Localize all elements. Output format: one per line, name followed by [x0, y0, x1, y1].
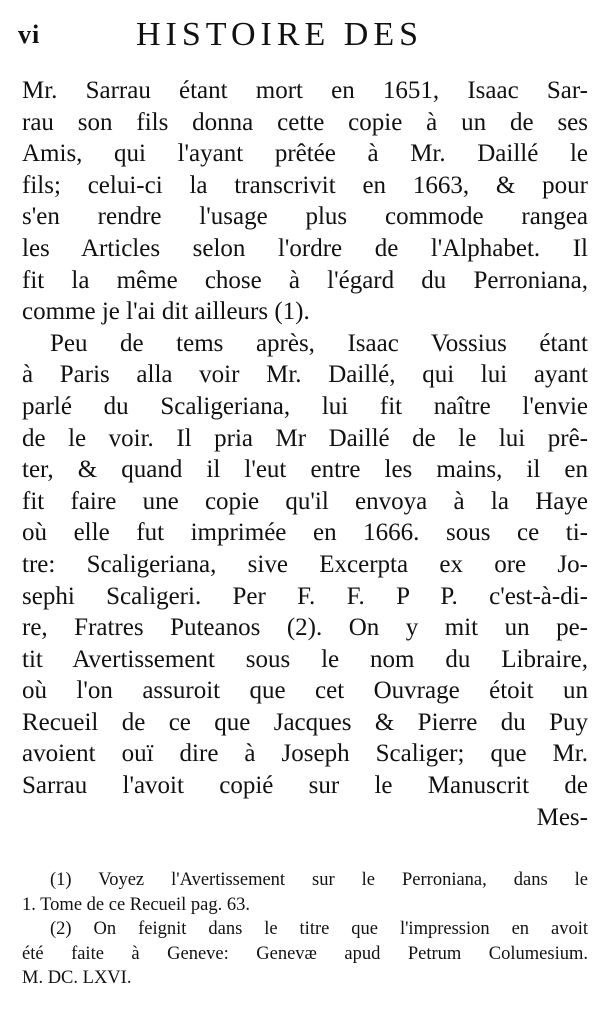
text-line: les Articles selon l'ordre de l'Alphabet. Il — [22, 234, 588, 262]
text-line: fit la même chose à l'égard du Perroniana, — [22, 266, 588, 294]
footnote-line: (1) Voyez l'Avertissement sur le Perroniana, dans le — [50, 870, 588, 890]
text-line: Sarrau l'avoit copié sur le Manuscrit de — [22, 772, 588, 800]
footnote-line: été faite à Geneve: Genevæ apud Petrum Columesium. — [22, 943, 588, 964]
text-line: avoient ouï dire à Joseph Scaliger; que Mr. — [22, 740, 588, 768]
page-number: vi — [18, 20, 41, 49]
text-line: comme je l'ai dit ailleurs (1). — [22, 298, 310, 326]
text-line: rau son fils donna cette copie à un de ses — [22, 108, 588, 136]
body-text — [22, 75, 588, 833]
page-header — [18, 14, 588, 54]
text-line: ter, & quand il l'eut entre les mains, il en — [22, 456, 588, 484]
text-line: Peu de tems après, Isaac Vossius étant — [50, 329, 588, 357]
text-line: à Paris alla voir Mr. Daillé, qui lui ayant — [22, 361, 588, 389]
catchword: Mes- — [536, 803, 588, 831]
text-line: tre: Scaligeriana, sive Excerpta ex ore Jo- — [22, 550, 588, 578]
text-line: fils; celui-ci la transcrivit en 1663, & pour — [22, 171, 588, 199]
text-line: tit Avertissement sous le nom du Libraire, — [22, 645, 588, 673]
text-line: Mr. Sarrau étant mort en 1651, Isaac Sar- — [22, 77, 588, 104]
text-line: sephi Scaligeri. Per F. F. P P. c'est-à-di- — [22, 582, 588, 610]
footnotes — [22, 868, 588, 991]
text-line: Recueil de ce que Jacques & Pierre du Puy — [22, 708, 588, 736]
footnote-line: M. DC. LXVI. — [22, 968, 132, 988]
text-line: fit faire une copie qu'il envoya à la Haye — [22, 487, 588, 515]
text-line: parlé du Scaligeriana, lui fit naître l'envie — [22, 392, 588, 420]
text-line: où elle fut imprimée en 1666. sous ce ti- — [22, 519, 588, 547]
footnote-line: (2) On feignit dans le titre que l'impression en avoit — [50, 919, 588, 939]
text-line: Amis, qui l'ayant prêtée à Mr. Daillé le — [22, 140, 588, 168]
text-line: de le voir. Il pria Mr Daillé de le lui prê- — [22, 424, 588, 452]
running-head: HISTOIRE DES — [136, 16, 423, 53]
text-line: où l'on assuroit que cet Ouvrage étoit un — [22, 677, 588, 705]
text-line: re, Fratres Puteanos (2). On y mit un pe- — [22, 614, 588, 642]
text-line: s'en rendre l'usage plus commode rangea — [22, 203, 588, 231]
footnote-line: 1. Tome de ce Recueil pag. 63. — [22, 894, 250, 915]
